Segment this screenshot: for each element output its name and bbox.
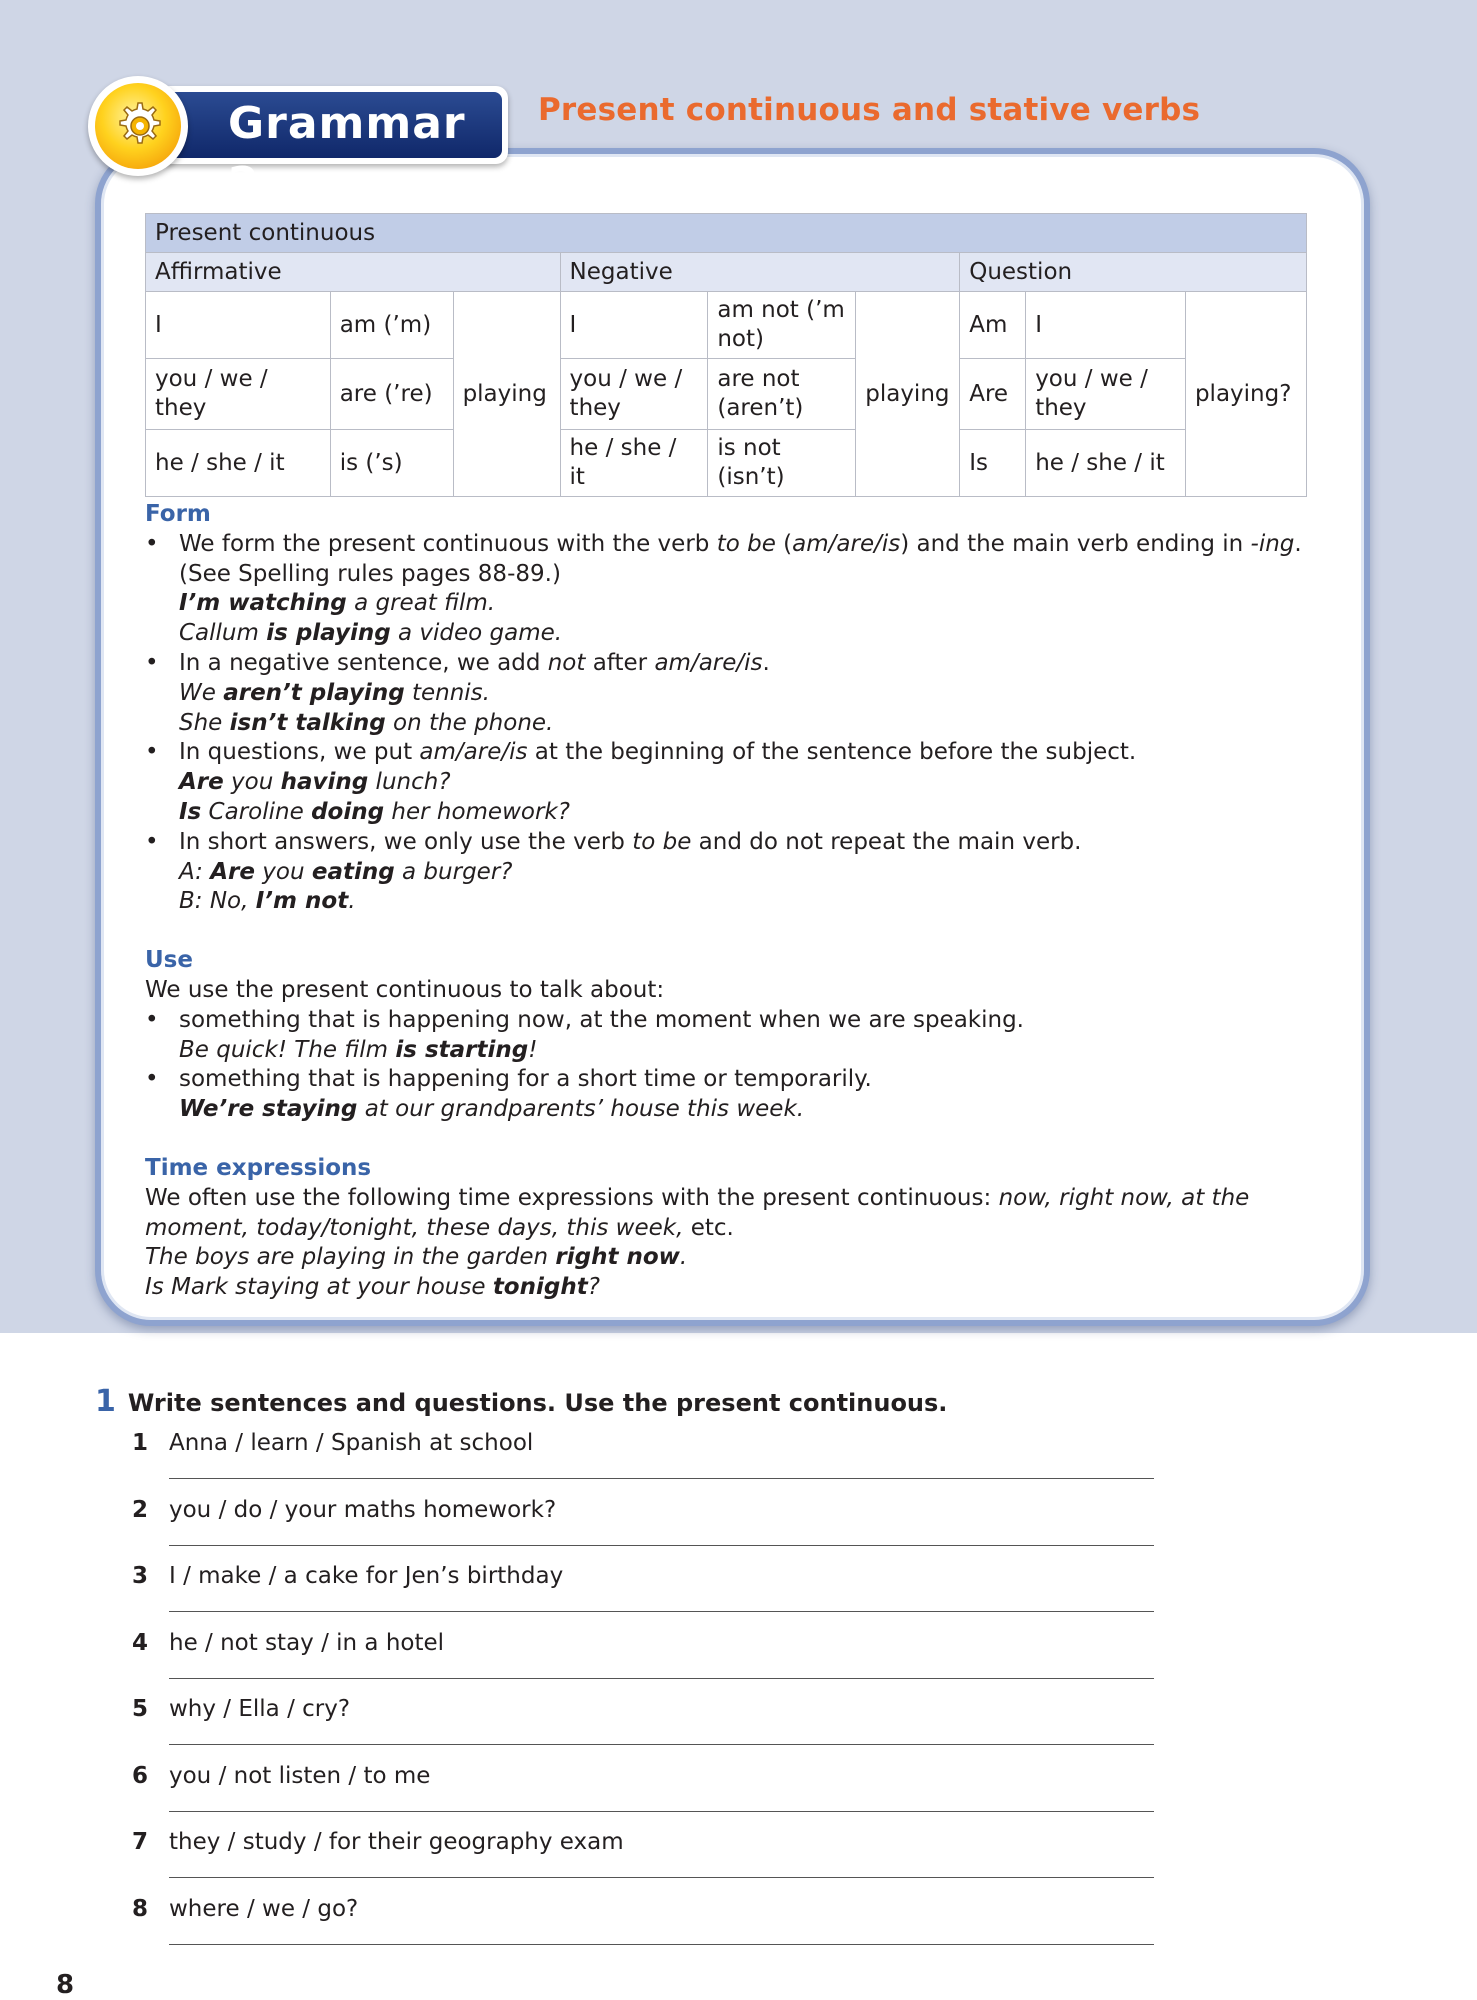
answer-line[interactable] — [169, 1811, 1154, 1812]
table-cell: are (’re) — [330, 359, 453, 430]
form-bullet: • In questions, we put am/are/is at the beginning of the sentence before the subject. — [145, 738, 1305, 768]
table-cell: is (’s) — [330, 430, 453, 497]
example: Callum is playing a video game. — [179, 620, 563, 647]
exercise-item: 5 why / Ella / cry? — [132, 1696, 1152, 1762]
example: Is Mark staying at your house tonight? — [145, 1274, 600, 1301]
use-bullet: • something that is happening now, at the moment when we are speaking. — [145, 1006, 1305, 1036]
table-cell: is not (isn’t) — [708, 430, 856, 497]
gear-icon — [107, 95, 169, 157]
example: Be quick! The film is starting! — [179, 1036, 538, 1063]
example: Is Caroline doing her homework? — [179, 798, 570, 825]
time-text: We often use the following time expressions with the present continuous: now, right now, at the moment, today/tonight, these days, this week, etc. — [145, 1184, 1250, 1241]
group-question: Question — [960, 253, 1307, 292]
present-continuous-table — [145, 213, 1307, 497]
answer-line[interactable] — [169, 1877, 1154, 1878]
table-cell: playing? — [1185, 292, 1306, 497]
table-cell: he / she / it — [146, 430, 331, 497]
use-heading: Use — [145, 947, 193, 974]
answer-line[interactable] — [169, 1545, 1154, 1546]
badge-circle — [88, 76, 188, 176]
exercise-instruction: Write sentences and questions. Use the present continuous. — [127, 1389, 948, 1417]
section-subtitle: Present continuous and stative verbs — [538, 92, 1201, 128]
example: B: No, I’m not. — [179, 888, 356, 915]
exercise-number: 1 — [95, 1384, 116, 1419]
page-number: 8 — [56, 1970, 75, 2000]
table-cell: I — [560, 292, 708, 359]
table-cell: am not (’m not) — [708, 292, 856, 359]
example: A: Are you eating a burger? — [179, 858, 513, 885]
example: We aren’t playing tennis. — [179, 679, 490, 706]
answer-line[interactable] — [169, 1611, 1154, 1612]
form-note: (See Spelling rules pages 88-89.) — [179, 560, 561, 587]
answer-line[interactable] — [169, 1678, 1154, 1679]
exercise-title — [95, 1384, 947, 1419]
table-cell: you / we / they — [1026, 359, 1186, 430]
exercise-item: 6 you / not listen / to me — [132, 1763, 1152, 1829]
exercise-item: 4 he / not stay / in a hotel — [132, 1630, 1152, 1696]
table-cell: Is — [960, 430, 1026, 497]
form-bullet: • In a negative sentence, we add not after am/are/is. — [145, 649, 1305, 679]
group-negative: Negative — [560, 253, 960, 292]
table-cell: are not (aren’t) — [708, 359, 856, 430]
example: Are you having lunch? — [179, 769, 451, 796]
exercise-item: 1 Anna / learn / Spanish at school — [132, 1430, 1152, 1496]
example: I’m watching a great film. — [179, 590, 496, 617]
form-heading: Form — [145, 501, 211, 527]
exercise-item: 7 they / study / for their geography exam — [132, 1829, 1152, 1895]
table-cell: playing — [453, 292, 560, 497]
table-cell: you / we / they — [146, 359, 331, 430]
use-intro: We use the present continuous to talk about: — [145, 976, 665, 1003]
grammar-notes — [145, 500, 1305, 1303]
table-cell: you / we / they — [560, 359, 708, 430]
use-bullet: • something that is happening for a short time or temporarily. — [145, 1065, 1305, 1095]
form-bullet: • In short answers, we only use the verb to be and do not repeat the main verb. — [145, 828, 1305, 858]
badge-title: Grammar 2 — [228, 98, 466, 209]
table-cell: Am — [960, 292, 1026, 359]
grammar-badge — [88, 76, 508, 209]
time-heading: Time expressions — [145, 1154, 372, 1181]
table-cell: am (’m) — [330, 292, 453, 359]
group-affirmative: Affirmative — [146, 253, 561, 292]
table-cell: he / she / it — [1026, 430, 1186, 497]
table-cell: Are — [960, 359, 1026, 430]
form-bullet: • We form the present continuous with the verb to be (am/are/is) and the main verb ending in -ing. — [145, 530, 1305, 560]
table-cell: I — [146, 292, 331, 359]
answer-line[interactable] — [169, 1478, 1154, 1479]
example: We’re staying at our grandparents’ house this week. — [179, 1096, 805, 1123]
answer-line[interactable] — [169, 1744, 1154, 1745]
table-caption: Present continuous — [146, 214, 1307, 253]
example: She isn’t talking on the phone. — [179, 709, 554, 736]
exercise-item: 3 I / make / a cake for Jen’s birthday — [132, 1563, 1152, 1629]
table-cell: I — [1026, 292, 1186, 359]
table-cell: he / she / it — [560, 430, 708, 497]
example: The boys are playing in the garden right now. — [145, 1244, 688, 1271]
answer-line[interactable] — [169, 1944, 1154, 1945]
table-cell: playing — [856, 292, 960, 497]
exercise-item: 2 you / do / your maths homework? — [132, 1497, 1152, 1563]
exercise-item: 8 where / we / go? — [132, 1896, 1152, 1962]
